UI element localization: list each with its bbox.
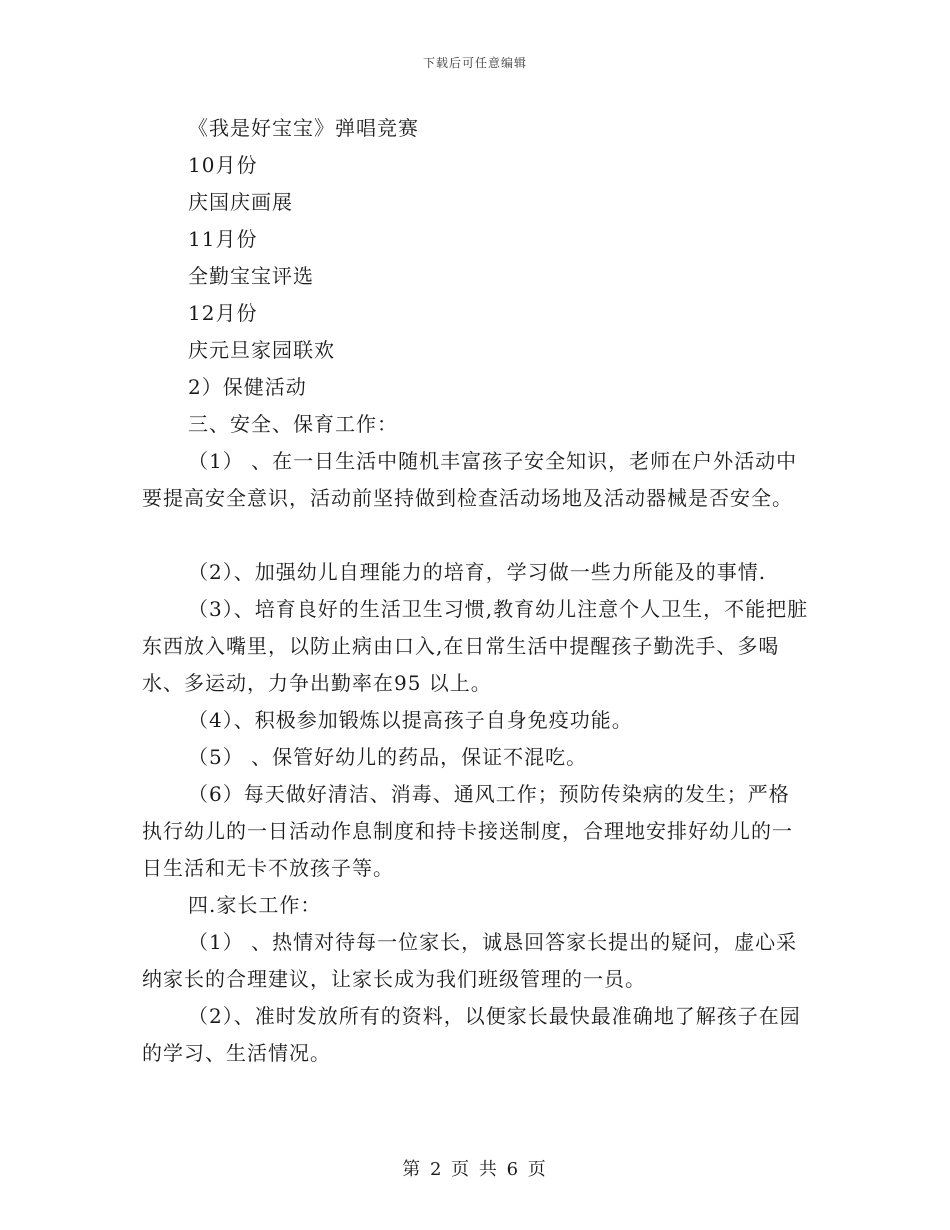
paragraph: （3）、培育良好的生活卫生习惯,教育幼儿注意个人卫生，不能把脏东西放入嘴里，以防止病由口入,在日常生活中提醒孩子勤洗手、多喝水、多运动，力争出勤率在95 以上。 [142,597,809,695]
month-line: 11月份 [188,227,258,251]
page-footer: 第 2 页 共 6 页 [402,1159,548,1180]
subsection-heading: 2）保健活动 [188,375,307,399]
paragraph: （1） 、热情对待每一位家长，诚恳回答家长提出的疑问，虚心采纳家长的合理建议，让家长成为我们班级管理的一员。 [142,930,798,991]
paragraph: （1） 、在一日生活中随机丰富孩子安全知识，老师在户外活动中要提高安全意识，活动前坚持做到检查活动场地及活动器械是否安全。 [142,449,798,510]
paragraph: （6）每天做好清洁、消毒、通风工作；预防传染病的发生；严格执行幼儿的一日活动作息制度和持卡接送制度，合理地安排好幼儿的一日生活和无卡不放孩子等。 [142,782,793,880]
paragraph: （5） 、保管好幼儿的药品，保证不混吃。 [188,745,588,769]
page-header: 下载后可任意编辑 [422,56,527,70]
month-line: 12月份 [188,301,258,325]
activity-line: 《我是好宝宝》弹唱竞赛 [188,116,419,140]
section-heading: 三、安全、保育工作： [188,412,398,436]
activity-line: 庆国庆画展 [188,190,293,214]
section-heading: 四.家长工作： [188,893,322,917]
activity-line: 全勤宝宝评选 [188,264,314,288]
paragraph: （2）、加强幼儿自理能力的培育，学习做一些力所能及的事情. [188,560,767,584]
paragraph: （2）、准时发放所有的资料，以便家长最快最准确地了解孩子在园的学习、生活情况。 [142,1004,801,1065]
activity-line: 庆元旦家园联欢 [188,338,335,362]
paragraph: （4）、积极参加锻炼以提高孩子自身免疫功能。 [188,708,633,732]
month-line: 10月份 [188,153,258,177]
